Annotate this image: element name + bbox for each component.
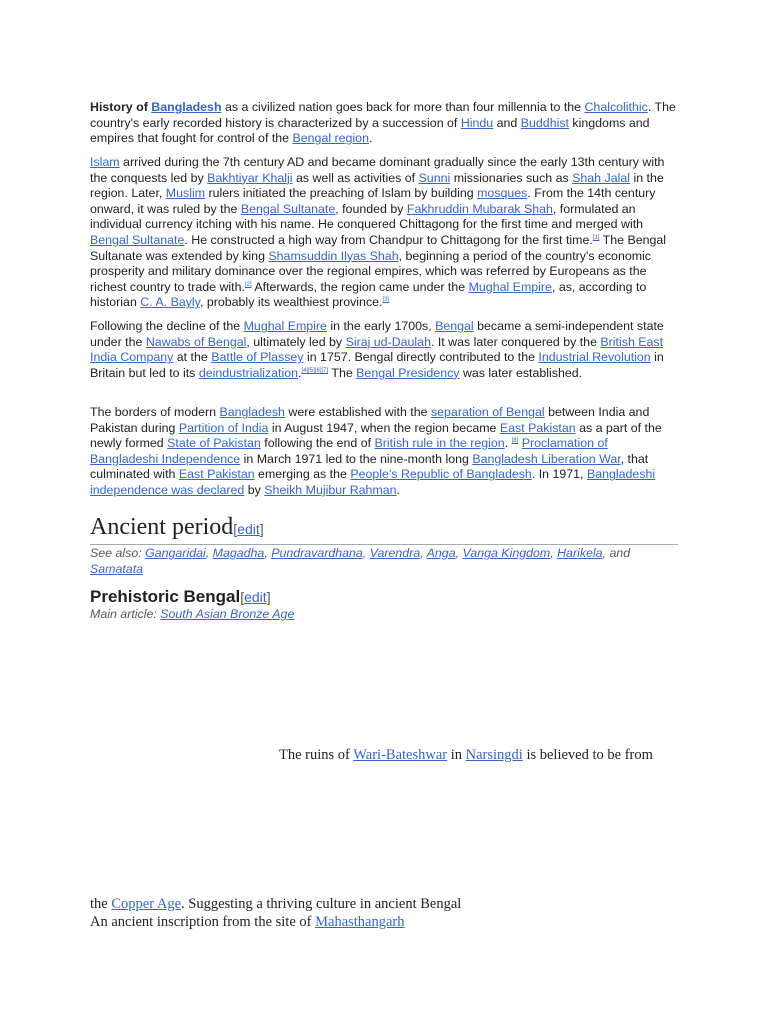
link-south-asian-bronze-age[interactable]: South Asian Bronze Age bbox=[160, 607, 295, 621]
text: is believed to be from bbox=[522, 747, 653, 763]
separator: , bbox=[362, 546, 370, 560]
link-bangladesh-2[interactable]: Bangladesh bbox=[219, 405, 285, 419]
image-caption-line-3 bbox=[90, 913, 405, 931]
text: emerging as the bbox=[254, 467, 351, 482]
link-fakhruddin-mubarak-shah[interactable]: Fakhruddin Mubarak Shah bbox=[406, 201, 553, 216]
link-independence-declared[interactable]: Bangladeshi independence was declared bbox=[90, 467, 656, 497]
text: arrived during the 7th century AD and became dominant gradually since the early 13th century with the conquests led by bbox=[90, 155, 665, 185]
text: the bbox=[90, 896, 112, 912]
link-bengal-sultanate[interactable]: Bengal Sultanate bbox=[240, 201, 336, 216]
separator: , bbox=[264, 546, 272, 560]
link-bengal[interactable]: Bengal bbox=[435, 319, 474, 333]
text: were established with the bbox=[284, 405, 431, 419]
edit-section-link bbox=[233, 521, 263, 537]
text: . bbox=[368, 131, 373, 146]
link-varendra[interactable]: Varendra bbox=[369, 546, 421, 560]
link-harikela[interactable]: Harikela bbox=[557, 546, 603, 560]
text: , beginning a period of the country's economic prosperity and military dominance over the regional empires, which was referred by Europeans as the richest country to trade with. bbox=[90, 248, 651, 294]
text: in March 1971 led to the nine-month long bbox=[240, 451, 473, 466]
reference-2[interactable]: [2] bbox=[244, 281, 252, 288]
and-text: and bbox=[609, 546, 631, 560]
text: The bbox=[328, 365, 357, 380]
separator: , bbox=[420, 546, 427, 560]
separator: , bbox=[455, 546, 463, 560]
link-muslim[interactable]: Muslim bbox=[165, 186, 206, 201]
link-british-east-india-company[interactable]: British East India Company bbox=[90, 334, 664, 365]
see-also-hatnote bbox=[90, 546, 678, 577]
text: in Britain but led to its bbox=[90, 350, 664, 380]
separator: , bbox=[602, 546, 610, 560]
link-sheikh-mujibur-rahman[interactable]: Sheikh Mujibur Rahman bbox=[264, 482, 397, 497]
text: The Bengal Sultanate was extended by king bbox=[90, 232, 667, 263]
text: Afterwards, the region came under the bbox=[251, 279, 469, 294]
text: and bbox=[493, 115, 521, 130]
link-pundravardhana[interactable]: Pundravardhana bbox=[271, 546, 363, 560]
link-vanga-kingdom[interactable]: Vanga Kingdom bbox=[462, 546, 551, 560]
text: . In 1971, bbox=[531, 467, 587, 482]
reference-4-7[interactable]: [4][5][6][7] bbox=[301, 367, 329, 374]
bracket: [ bbox=[233, 521, 238, 537]
link-bengal-presidency[interactable]: Bengal Presidency bbox=[356, 365, 460, 380]
link-magadha[interactable]: Magadha bbox=[212, 546, 265, 560]
text: The ruins of bbox=[279, 747, 354, 763]
text: . He constructed a high way from Chandpur to Chittagong for the first time. bbox=[184, 232, 593, 247]
edit-link[interactable]: edit bbox=[237, 521, 260, 537]
edit-section-link bbox=[240, 589, 270, 605]
text: Following the decline of the bbox=[90, 319, 244, 333]
intro-paragraph-1 bbox=[90, 100, 678, 147]
image-caption-line-2 bbox=[90, 895, 461, 913]
text: by bbox=[244, 482, 265, 497]
link-bengal-sultanate-2[interactable]: Bengal Sultanate bbox=[90, 232, 185, 247]
main-article-hatnote bbox=[90, 607, 294, 621]
link-copper-age[interactable]: Copper Age bbox=[111, 896, 182, 912]
text: at the bbox=[173, 350, 212, 365]
intro-paragraph-2 bbox=[90, 155, 678, 311]
link-gangaridai[interactable]: Gangaridai bbox=[145, 546, 206, 560]
bracket: ] bbox=[259, 521, 264, 537]
link-mughal-empire[interactable]: Mughal Empire bbox=[468, 279, 552, 294]
text: The borders of modern bbox=[90, 405, 220, 419]
separator: , bbox=[550, 546, 558, 560]
reference-8[interactable]: [8] bbox=[511, 438, 519, 445]
bracket: ] bbox=[266, 589, 271, 605]
text: in the early 1700s, bbox=[326, 319, 436, 333]
link-bangladesh[interactable]: Bangladesh bbox=[151, 100, 222, 114]
see-also-label: See also: bbox=[90, 546, 146, 560]
link-proclamation[interactable]: Proclamation of Bangladeshi Independence bbox=[90, 436, 608, 466]
text: in the region. Later, bbox=[90, 170, 664, 201]
link-state-of-pakistan[interactable]: State of Pakistan bbox=[167, 436, 261, 451]
link-bengal-region[interactable]: Bengal region bbox=[292, 131, 369, 146]
text: kingdoms and empires that fought for control of the bbox=[90, 115, 650, 146]
link-ca-bayly[interactable]: C. A. Bayly bbox=[140, 295, 200, 310]
link-anga[interactable]: Anga bbox=[426, 546, 456, 560]
link-british-rule[interactable]: British rule in the region bbox=[374, 436, 505, 451]
text: following the end of bbox=[260, 436, 375, 451]
heading-text: Ancient period bbox=[90, 514, 234, 540]
link-wari-bateshwar[interactable]: Wari-Bateshwar bbox=[353, 747, 448, 763]
text: . Suggesting a thriving culture in ancient Bengal bbox=[181, 896, 462, 912]
link-buddhist[interactable]: Buddhist bbox=[520, 115, 569, 130]
link-samatata[interactable]: Samatata bbox=[90, 561, 144, 576]
section-heading-ancient-period bbox=[90, 512, 678, 545]
text: . bbox=[298, 365, 302, 380]
text: as well as activities of bbox=[292, 170, 419, 185]
text: , ultimately led by bbox=[246, 334, 346, 349]
text: , as, according to historian bbox=[90, 279, 647, 310]
link-shah-jalal[interactable]: Shah Jalal bbox=[572, 170, 631, 185]
link-nawabs-of-bengal[interactable]: Nawabs of Bengal bbox=[145, 334, 247, 349]
link-mahasthangarh[interactable]: Mahasthangarh bbox=[315, 914, 405, 930]
link-liberation-war[interactable]: Bangladesh Liberation War bbox=[472, 451, 621, 466]
reference-1[interactable]: [1] bbox=[592, 234, 600, 241]
text: in August 1947, when the region became bbox=[268, 420, 500, 435]
text: rulers initiated the preaching of Islam by building bbox=[205, 186, 478, 201]
link-hindu[interactable]: Hindu bbox=[460, 115, 494, 130]
text: in 1757. Bengal directly contributed to the bbox=[303, 350, 539, 365]
link-narsingdi[interactable]: Narsingdi bbox=[465, 747, 523, 763]
main-article-label: Main article: bbox=[90, 607, 161, 621]
link-east-pakistan-2[interactable]: East Pakistan bbox=[178, 467, 255, 482]
bold-text: History of bbox=[90, 100, 148, 114]
link-mosques[interactable]: mosques bbox=[477, 186, 528, 201]
link-peoples-republic[interactable]: People's Republic of Bangladesh bbox=[350, 467, 532, 482]
link-battle-of-plassey[interactable]: Battle of Plassey bbox=[211, 350, 304, 365]
text: , that culminated with bbox=[90, 451, 649, 482]
intro-paragraph-3 bbox=[90, 319, 678, 381]
link-east-pakistan[interactable]: East Pakistan bbox=[499, 420, 576, 435]
link-islam[interactable]: Islam bbox=[90, 155, 120, 169]
link-siraj-ud-daulah[interactable]: Siraj ud-Daulah bbox=[345, 334, 431, 349]
reference-3[interactable]: [3] bbox=[382, 297, 390, 304]
edit-link[interactable]: edit bbox=[244, 589, 267, 605]
text: as a part of the newly formed bbox=[90, 420, 662, 451]
link-shamsuddin-ilyas-shah[interactable]: Shamsuddin Ilyas Shah bbox=[268, 248, 399, 263]
text: as a civilized nation goes back for more than four millennia to the bbox=[221, 100, 585, 114]
text: . The country's early recorded history is characterized by a succession of bbox=[90, 100, 676, 130]
text: An ancient inscription from the site of bbox=[90, 914, 316, 930]
link-industrial-revolution[interactable]: Industrial Revolution bbox=[538, 350, 651, 365]
text: between India and Pakistan during bbox=[90, 405, 650, 435]
text: missionaries such as bbox=[450, 170, 573, 185]
text: . bbox=[504, 436, 512, 451]
image-caption-line-1 bbox=[279, 746, 653, 764]
text: in bbox=[447, 747, 466, 763]
text: . bbox=[396, 482, 400, 497]
text: , formulated an individual currency itching with his name. He conquered Chittagong for the first time and merged with bbox=[90, 201, 644, 232]
text: became a semi-independent state under the bbox=[90, 319, 664, 349]
subsection-heading-prehistoric-bengal bbox=[90, 586, 271, 608]
link-partition-of-india[interactable]: Partition of India bbox=[178, 420, 269, 435]
text: , probably its wealthiest province. bbox=[199, 295, 383, 310]
link-deindustrialization[interactable]: deindustrialization bbox=[198, 365, 299, 380]
link-bakhtiyar-khalji[interactable]: Bakhtiyar Khalji bbox=[207, 170, 293, 185]
link-sunni[interactable]: Sunni bbox=[418, 170, 451, 185]
link-mughal-empire-2[interactable]: Mughal Empire bbox=[243, 319, 327, 333]
intro-paragraph-4 bbox=[90, 405, 678, 499]
text: , founded by bbox=[335, 201, 407, 216]
separator: , bbox=[205, 546, 213, 560]
text: was later established. bbox=[459, 365, 583, 380]
text: . From the 14th century onward, it was ruled by the bbox=[90, 186, 656, 216]
link-separation-of-bengal[interactable]: separation of Bengal bbox=[430, 405, 545, 419]
bracket: [ bbox=[240, 589, 245, 605]
link-chalcolithic[interactable]: Chalcolithic bbox=[584, 100, 648, 114]
heading-text: Prehistoric Bengal bbox=[90, 587, 241, 606]
text: . It was later conquered by the bbox=[430, 334, 601, 349]
